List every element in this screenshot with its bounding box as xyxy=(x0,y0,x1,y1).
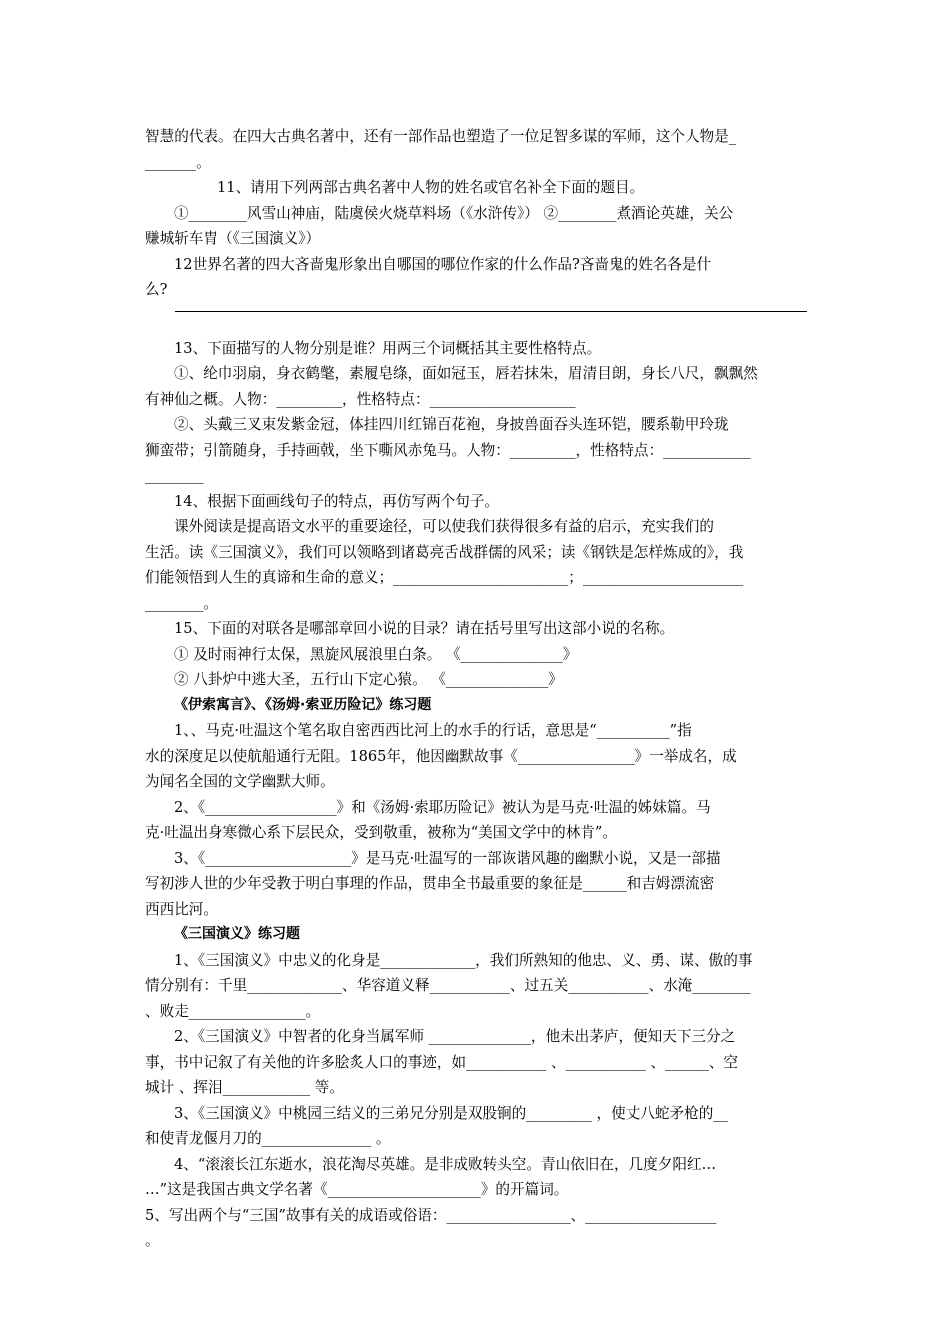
text-line: 写初涉人世的少年受教于明白事理的作品，贯串全书最重要的象征是______和吉姆漂流密 xyxy=(145,875,715,892)
text-line: 5、写出两个与“三国”故事有关的成语或俗语：_________________、__________________ xyxy=(145,1206,717,1224)
text-line: 克·吐温出身寒微心系下层民众，受到敬重，被称为“美国文学中的林肯”。 xyxy=(145,824,617,841)
text-line: 、败走________________。 xyxy=(145,1002,321,1020)
text-line: 西西比河。 xyxy=(145,900,218,918)
text-line: 4、“滚滚长江东逝水，浪花淘尽英雄。是非成败转头空。青山依旧在，几度夕阳红… xyxy=(174,1155,717,1173)
question-12: 12世界名著的四大吝啬鬼形象出自哪国的哪位作家的什么作品?吝啬鬼的姓名各是什 xyxy=(174,255,712,273)
text-line: 么? xyxy=(145,281,168,298)
answer-blank-line: _______。 xyxy=(145,153,211,171)
text-line: ① 及时雨神行太保，黑旋风展浪里白条。 《______________》 xyxy=(174,645,578,663)
question-13: 13、下面描写的人物分别是谁？用两三个词概括其主要性格特点。 xyxy=(174,339,602,357)
text-line: 情分别有：千里_____________、华容道义释___________、过五关___________、水淹________ xyxy=(145,977,751,994)
text-line: ①________风雪山神庙，陆虞侯火烧草料场（《水浒传》） ②________煮酒论英雄，关公 xyxy=(174,204,734,222)
text-line: 2、《三国演义》中智者的化身当属军师 ______________，他未出茅庐，便知天下三分之 xyxy=(174,1028,736,1045)
text-line: 事，书中记叙了有关他的许多脍炙人口的事迹，如___________ 、___________ 、______、空 xyxy=(145,1053,739,1071)
text-line: ①、纶巾羽扇，身衣鹤氅，素履皂绦，面如冠玉，唇若抹朱，眉清目朗，身长八尺，飘飘然 xyxy=(174,365,758,382)
answer-blank-line: ________ xyxy=(145,467,204,484)
question-11: 11、请用下列两部古典名著中人物的姓名或官名补全下面的题目。 xyxy=(217,179,645,196)
text-line: 赚城斩车胄（《三国演义》） xyxy=(145,230,321,247)
document-page xyxy=(145,124,809,1254)
text-line: ②、头戴三叉束发紫金冠，体挂四川红锦百花袍，身披兽面吞头连环铠，腰系勒甲玲珑 xyxy=(174,416,729,433)
text-line: 智慧的代表。在四大古典名著中，还有一部作品也塑造了一位足智多谋的军师，这个人物是_ xyxy=(145,128,737,145)
text-line: ② 八卦炉中逃大圣，五行山下定心猿。 《______________》 xyxy=(174,671,563,688)
text-line: 1、、马克·吐温这个笔名取自密西西比河上的水手的行话，意思是“__________”指 xyxy=(174,722,692,739)
text-line: 为闻名全国的文学幽默大师。 xyxy=(145,773,335,790)
text-line: 们能领悟到人生的真谛和生命的意义；________________________；______________________ xyxy=(145,569,744,586)
text-line: …”这是我国古典文学名著《_____________________》的开篇词。 xyxy=(145,1181,569,1198)
text-line: 课外阅读是提高语文水平的重要途径，可以使我们获得很多有益的启示，充实我们的 xyxy=(174,518,714,535)
text-line: 。 xyxy=(145,1232,160,1249)
text-line: 2、《__________________》和《汤姆·索耶历险记》被认为是马克·吐温的姊妹篇。马 xyxy=(174,798,711,816)
text-line: 和使青龙偃月刀的_______________ 。 xyxy=(145,1130,391,1147)
answer-rule-line xyxy=(175,311,807,312)
text-line: 狮蛮带；引箭随身，手持画戟，坐下嘶风赤兔马。人物：_________，性格特点：____________ xyxy=(145,441,751,459)
answer-blank-line: ________。 xyxy=(145,594,218,612)
text-line: 有神仙之概。人物：_________，性格特点：____________________ xyxy=(145,390,576,408)
text-line: 水的深度足以使航船通行无阻。1865年，他因幽默故事《________________》一举成名，成 xyxy=(145,747,737,765)
text-line: 3、《三国演义》中桃园三结义的三弟兄分别是双股锏的_________ ，使丈八蛇矛枪的__ xyxy=(174,1104,728,1122)
text-line: 3、《____________________》是马克·吐温写的一部诙谐风趣的幽默小说，又是一部描 xyxy=(174,849,721,867)
text-line: 生活。读《三国演义》，我们可以领略到诸葛亮舌战群儒的风采；读《钢铁是怎样炼成的》，我 xyxy=(145,543,744,561)
question-14: 14、根据下面画线句子的特点，再仿写两个句子。 xyxy=(174,492,500,510)
section-title-twain: 《伊索寓言》、《汤姆·索亚历险记》练习题 xyxy=(174,696,432,713)
question-15: 15、下面的对联各是哪部章回小说的目录？请在括号里写出这部小说的名称。 xyxy=(174,620,675,637)
text-line: 城计 、挥泪____________ 等。 xyxy=(145,1079,344,1096)
text-line: 1、《三国演义》中忠义的化身是_____________，我们所熟知的他忠、义、勇、谋、傲的事 xyxy=(174,951,753,969)
section-title-three-kingdoms: 《三国演义》练习题 xyxy=(174,926,300,942)
